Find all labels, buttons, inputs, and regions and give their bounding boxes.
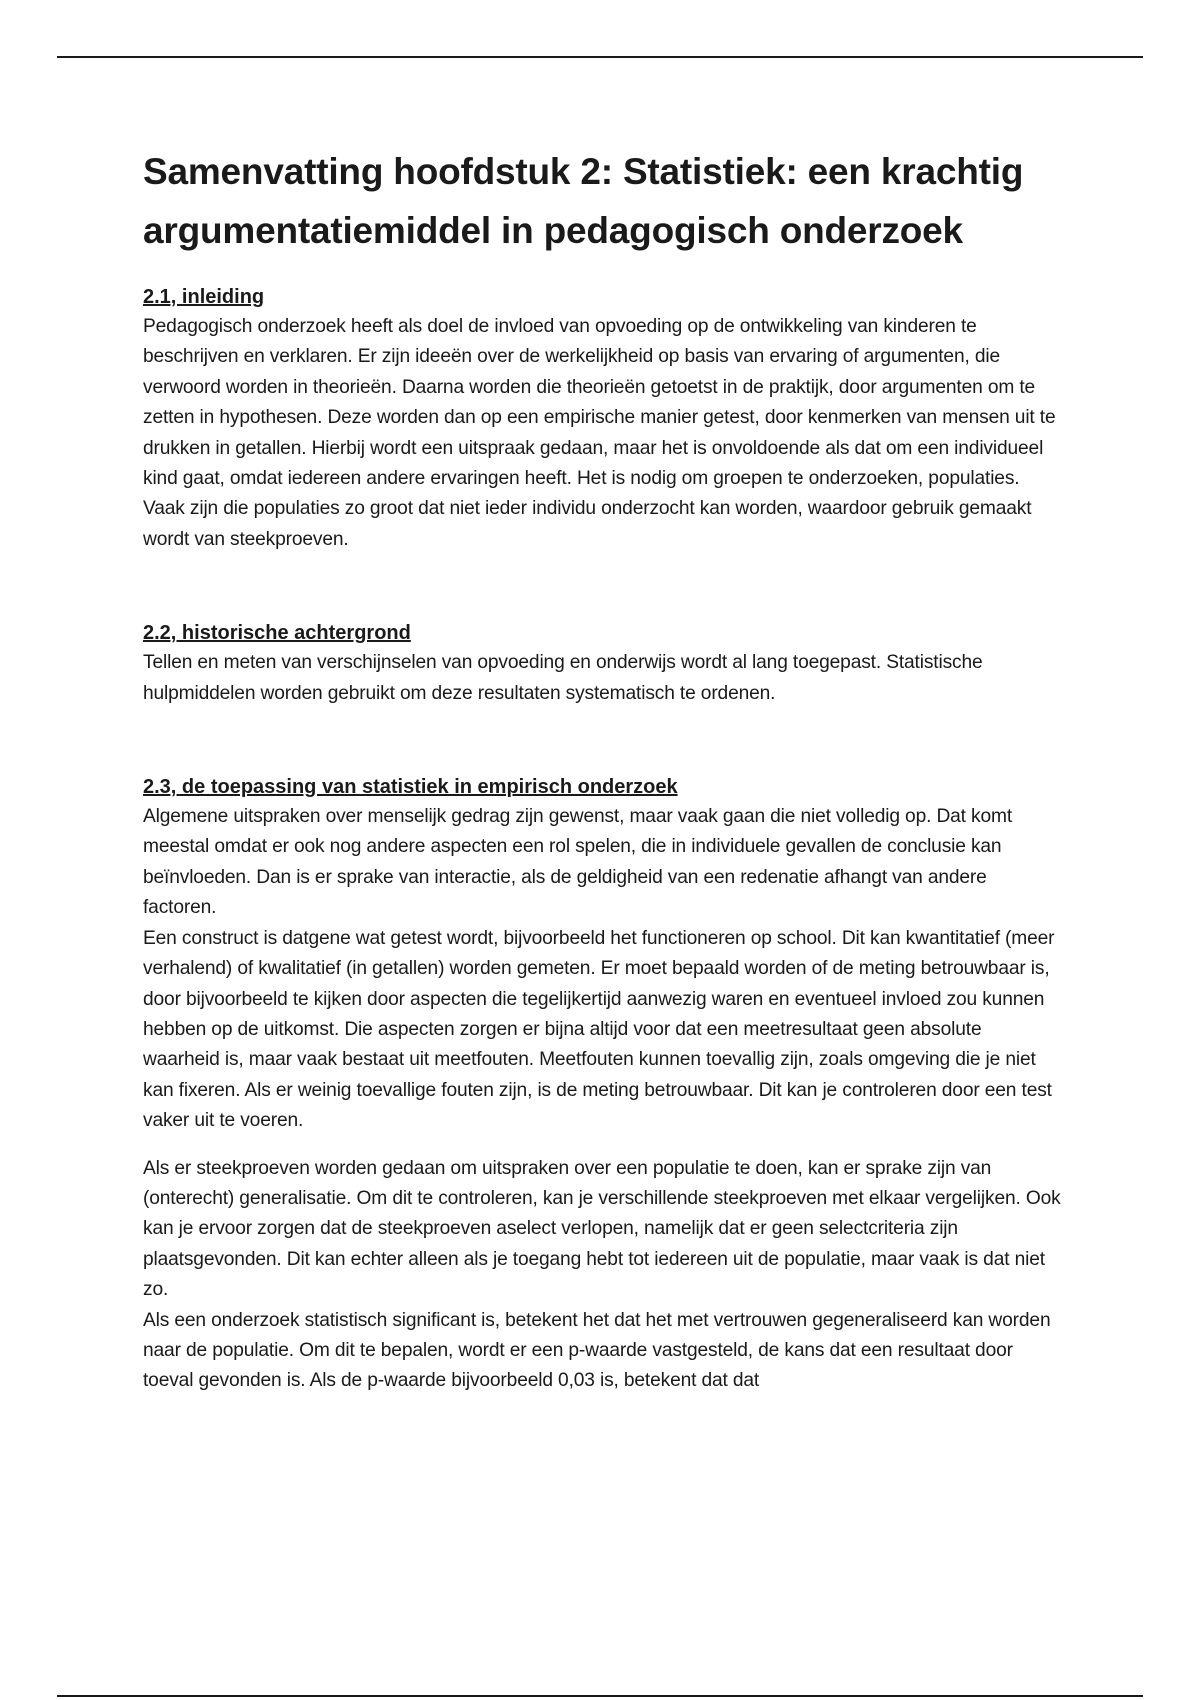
section-toepassing-statistiek xyxy=(143,772,1063,1397)
section-inleiding xyxy=(143,282,1063,555)
page-bottom-rule xyxy=(57,1695,1143,1697)
section-paragraph: Als er steekproeven worden gedaan om uitspraken over een populatie te doen, kan er sprake zijn van (onterecht) generalisatie. Om dit te controleren, kan je verschillende steekproeven met elkaar vergelijken. Ook kan je ervoor zorgen dat de steekproeven aselect verlopen, namelijk dat er geen selectcriteria zijn plaatsgevonden. Dit kan echter alleen als je toegang hebt tot iedereen uit de populatie, maar vaak is dat niet zo. xyxy=(143,1157,1061,1301)
section-spacer xyxy=(143,555,1063,618)
section-heading: 2.1, inleiding xyxy=(143,286,265,308)
section-paragraph: Pedagogisch onderzoek heeft als doel de invloed van opvoeding op de ontwikkeling van kinderen te beschrijven en verklaren. Er zijn ideeën over de werkelijkheid op basis van ervaring of argumenten, die verwoord worden in theorieën. Daarna worden die theorieën getoetst in de praktijk, door argumenten om te zetten in hypothesen. Deze worden dan op een empirische manier getest, door kenmerken van mensen uit te drukken in getallen. Hierbij wordt een uitspraak gedaan, maar het is onvoldoende als dat om een individueel kind gaat, omdat iedereen andere ervaringen heeft. Het is nodig om groepen te onderzoeken, populaties. Vaak zijn die populaties zo groot dat niet ieder individu onderzocht kan worden, waardoor gebruik gemaakt wordt van steekproeven. xyxy=(143,316,1056,550)
document-title: Samenvatting hoofdstuk 2: Statistiek: een krachtig argumentatiemiddel in pedagogisch onderzoek xyxy=(143,151,1024,251)
section-spacer xyxy=(143,709,1063,772)
section-paragraph: Een construct is datgene wat getest wordt, bijvoorbeeld het functioneren op school. Dit kan kwantitatief (meer verhalend) of kwalitatief (in getallen) worden gemeten. Er moet bepaald worden of de meting betrouwbaar is, door bijvoorbeeld te kijken door aspecten die tegelijkertijd aanwezig waren en eventueel invloed zou kunnen hebben op de uitkomst. Die aspecten zorgen er bijna altijd voor dat een meetresultaat geen absolute waarheid is, maar vaak bestaat uit meetfouten. Meetfouten kunnen toevallig zijn, zoals omgeving die je niet kan fixeren. Als er weinig toevallige fouten zijn, is de meting betrouwbaar. Dit kan je controleren door een test vaker uit te voeren. xyxy=(143,927,1055,1132)
section-heading: 2.2, historische achtergrond xyxy=(143,622,411,645)
section-heading: 2.3, de toepassing van statistiek in empirisch onderzoek xyxy=(143,776,678,799)
page-top-rule xyxy=(57,56,1143,58)
section-paragraph: Tellen en meten van verschijnselen van opvoeding en onderwijs wordt al lang toegepast. Statistische hulpmiddelen worden gebruikt om deze resultaten systematisch te ordenen. xyxy=(143,652,983,704)
section-historische-achtergrond xyxy=(143,618,1063,709)
document-body xyxy=(143,142,1063,1397)
paragraph-spacer xyxy=(143,1137,1063,1154)
section-paragraph: Als een onderzoek statistisch significant is, betekent het dat het met vertrouwen gegeneraliseerd kan worden naar de populatie. Om dit te bepalen, wordt er een p-waarde vastgesteld, de kans dat een resultaat door toeval gevonden is. Als de p-waarde bijvoorbeeld 0,03 is, betekent dat dat xyxy=(143,1309,1051,1392)
section-paragraph: Algemene uitspraken over menselijk gedrag zijn gewenst, maar vaak gaan die niet volledig op. Dat komt meestal omdat er ook nog andere aspecten een rol spelen, die in individuele gevallen de conclusie kan beïnvloeden. Dan is er sprake van interactie, als de geldigheid van een redenatie afhangt van andere factoren. xyxy=(143,806,1013,919)
